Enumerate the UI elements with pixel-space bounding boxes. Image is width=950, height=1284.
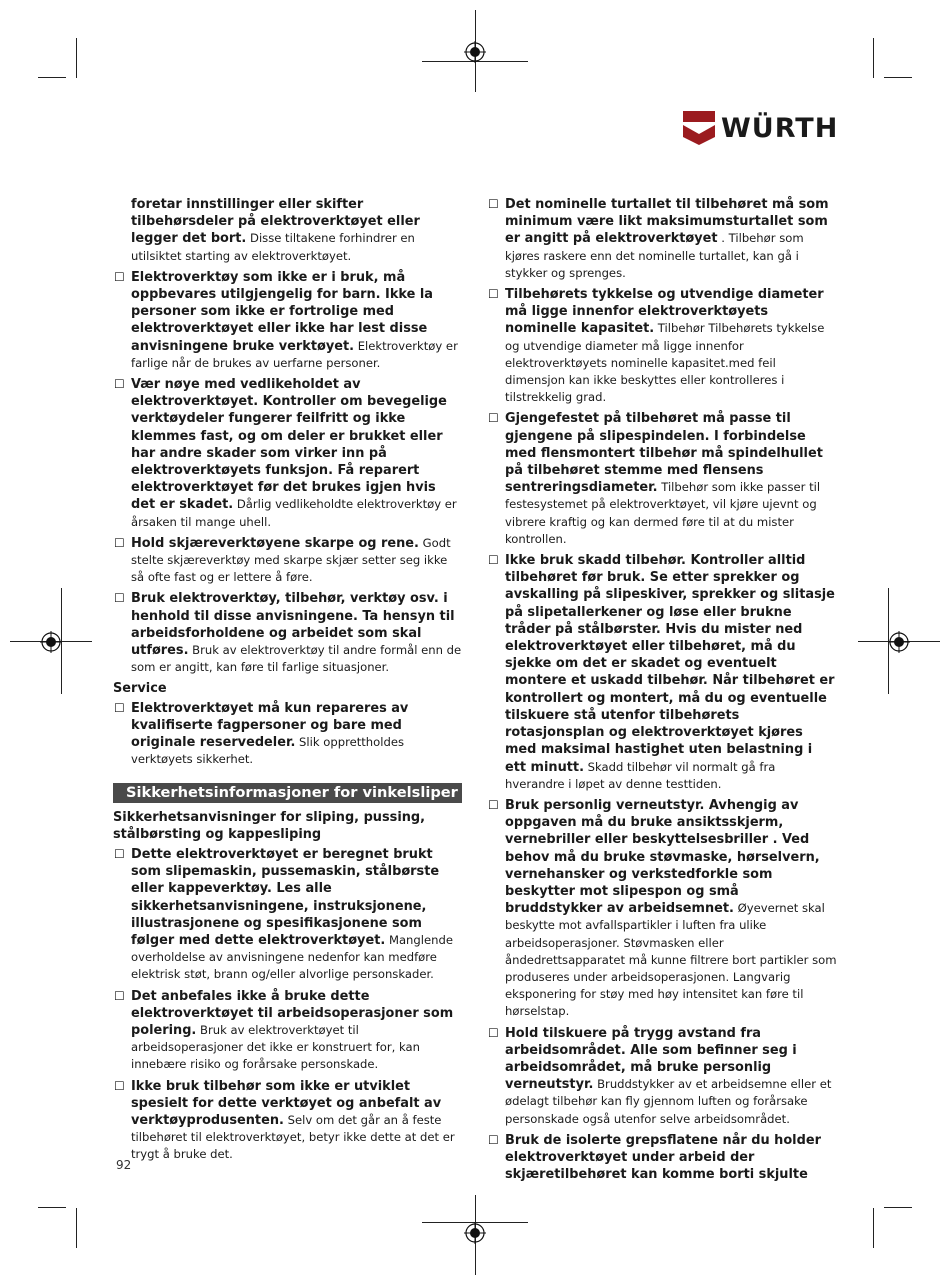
item-normal-text: Godt stelte skjæreverktøy med skarpe skjær setter seg ikke så ofte fast og er lettere å føre. <box>131 535 451 585</box>
crop-mark <box>884 1207 912 1208</box>
crosshair-target-icon <box>464 1222 486 1244</box>
item-bold-text: Bruk personlig verneutstyr. Avhengig av oppgaven må du bruke ansiktsskjerm, vernebriller eller beskyttelsesbriller . Ved behov må du bruke støvmaske, hørselvern, vernehansker og verkstedforkle som beskytter mot slipespon og små bruddstykker av arbeidsemnet. <box>505 797 820 917</box>
list-item <box>487 286 837 406</box>
section-subheading: Sikkerhetsanvisninger for sliping, pussing, stålbørsting og kappesliping <box>113 809 426 842</box>
page-number: 92 <box>116 1158 132 1172</box>
checkbox-square-icon: ☐ <box>488 797 499 812</box>
checkbox-square-icon: ☐ <box>114 846 125 861</box>
list-item <box>487 410 837 548</box>
checkbox-square-icon: ☐ <box>114 700 125 715</box>
service-heading: Service <box>113 681 167 697</box>
list-item <box>487 196 837 282</box>
checkbox-square-icon: ☐ <box>488 197 499 211</box>
item-bold-text: Hold tilskuere på trygg avstand fra arbeidsområdet. Alle som befinner seg i arbeidsområdet, må bruke personlig verneutstyr. <box>505 1025 797 1093</box>
item-bold-text: Tilbehørets tykkelse og utvendige diameter må ligge innenfor elektroverktøyets nominelle kapasitet. <box>505 287 824 337</box>
crop-mark <box>38 1207 66 1208</box>
crosshair-target-icon <box>464 41 486 63</box>
checkbox-square-icon: ☐ <box>114 988 125 1003</box>
crop-mark <box>76 1208 77 1248</box>
checkbox-square-icon: ☐ <box>114 1078 125 1093</box>
crosshair-target-icon <box>888 631 910 653</box>
item-normal-text: Selv om det går an å feste tilbehøret til elektroverktøyet, betyr ikke dette at det er trygt å bruke det. <box>131 1112 455 1162</box>
list-item <box>113 846 463 984</box>
left-column <box>113 196 463 1168</box>
brand-logo <box>683 111 843 147</box>
crop-mark <box>873 1208 874 1248</box>
list-item <box>113 988 463 1074</box>
item-normal-text: Bruk av elektroverktøyet til arbeidsoperasjoner det ikke er konstruert for, kan innebære risiko og forårsake personskade. <box>131 1022 420 1072</box>
item-normal-text: Bruk av elektroverktøy til andre formål enn de som er angitt, kan føre til farlige situasjoner. <box>131 643 462 675</box>
wurth-logo-icon <box>683 111 715 145</box>
item-normal-text: Øyevernet skal beskytte mot avfallspartikler i luften fra ulike arbeidsoperasjoner. Støvmasken eller åndedrettsapparatet må kunne filtrere bort partikler som produseres under arbeidsoperasjonen. Langvarig eksponering for støy med høy intensitet kan føre til hørselstap. <box>505 901 837 1019</box>
checkbox-square-icon: ☐ <box>114 269 125 284</box>
brand-name: WÜRTH <box>721 113 839 144</box>
crop-mark <box>873 38 874 78</box>
crop-mark <box>76 38 77 78</box>
checkbox-square-icon: ☐ <box>488 1025 499 1040</box>
item-normal-text: Disse tiltakene forhindrer en utilsiktet starting av elektroverktøyet. <box>131 231 415 263</box>
list-item <box>113 1078 463 1164</box>
item-normal-text: Manglende overholdelse av anvisningene nedenfor kan medføre elektrisk støt, brann og/eller alvorlige personskader. <box>131 932 453 982</box>
item-bold-text: Bruk de isolerte grepsflatene når du holder elektroverktøyet under arbeid der skjæretilbehøret kan komme borti skjulte <box>505 1132 821 1183</box>
item-bold-text: Ikke bruk tilbehør som ikke er utviklet spesielt for dette verktøyet og anbefalt av verktøyprodusenten. <box>131 1078 442 1128</box>
list-item <box>487 1132 837 1184</box>
list-item <box>113 196 463 265</box>
item-normal-text: Tilbehør som ikke passer til festesystemet på elektroverktøyet, vil kjøre ujevnt og vibrere kraftig og kan dermed føre til at du mister kontrollen. <box>505 480 821 546</box>
list-item <box>487 1025 837 1128</box>
right-column <box>487 196 837 1187</box>
item-normal-text: . Tilbehør som kjøres raskere enn det nominelle turtallet, kan gå i stykker og sprenges. <box>505 231 804 280</box>
crop-mark <box>884 77 912 78</box>
item-bold-text: Det anbefales ikke å bruke dette elektroverktøyet til arbeidsoperasjoner som polering. <box>131 988 454 1038</box>
list-item <box>113 590 463 676</box>
list-item <box>487 797 837 1021</box>
list-item <box>113 535 463 587</box>
checkbox-square-icon: ☐ <box>114 377 125 392</box>
item-normal-text: Bruddstykker av et arbeidsemne eller et ødelagt tilbehør kan fly gjennom luften og forårsake personskade også utenfor selve arbeidsområdet. <box>505 1077 832 1126</box>
list-item <box>113 269 463 372</box>
item-bold-text: Hold skjæreverktøyene skarpe og rene. <box>131 535 419 551</box>
crop-mark <box>38 77 66 78</box>
item-normal-text: Dårlig vedlikeholdte elektroverktøy er årsaken til mange uhell. <box>131 497 457 529</box>
checkbox-square-icon: ☐ <box>488 287 499 302</box>
item-bold-text: foretar innstillinger eller skifter tilbehørsdeler på elektroverktøyet eller legger det bort. <box>131 197 420 247</box>
list-item <box>113 700 463 769</box>
item-bold-text: Bruk elektroverktøy, tilbehør, verktøy osv. i henhold til disse anvisningene. Ta hensyn til arbeidsforholdene og arbeidet som skal utføres. <box>131 591 455 659</box>
section-title: Sikkerhetsinformasjoner for vinkelsliper <box>113 783 462 803</box>
checkbox-square-icon: ☐ <box>488 411 499 426</box>
item-bold-text: Ikke bruk skadd tilbehør. Kontroller alltid tilbehøret før bruk. Se etter sprekker og avskalling på slipeskiver, sprekker og slitasje på slipetallerkener og løse eller brukne tråder på stålbørster. Hvis du mister ned elektroverktøyet eller tilbehøret, må du sjekke om det er skadet og eventuelt montere et uskadd tilbehør. Når tilbehøret er kontrollert og montert, må du og eventuelle tilskuere stå utenfor tilbehørets rotasjonsplan og elektroverktøyet kjøres med maksimal hastighet uten belastning i ett minutt. <box>505 553 835 775</box>
item-normal-text: Tilbehør Tilbehørets tykkelse og utvendige diameter må ligge innenfor elektroverktøyets nominelle kapasitet.med feil dimensjon kan ikke beskyttes eller kontrolleres i tilstrekkelig grad. <box>505 321 825 405</box>
checkbox-square-icon: ☐ <box>114 535 125 550</box>
item-bold-text: Elektroverktøyet må kun repareres av kvalifiserte fagpersoner og bare med originale reservedeler. <box>131 700 409 751</box>
item-normal-text: Slik opprettholdes verktøyets sikkerhet. <box>131 735 405 767</box>
checkbox-square-icon: ☐ <box>488 553 499 568</box>
checkbox-square-icon: ☐ <box>488 1132 499 1147</box>
checkbox-square-icon: ☐ <box>114 591 125 606</box>
item-bold-text: Dette elektroverktøyet er beregnet brukt som slipemaskin, pussemaskin, stålbørste eller kappeverktøy. Les alle sikkerhetsanvisningene, instruksjonene, illustrasjonene og spesifikasjonene som følger med dette elektroverktøyet. <box>131 846 440 948</box>
item-normal-text: Elektroverktøy er farlige når de brukes av uerfarne personer. <box>131 338 458 370</box>
item-normal-text: Skadd tilbehør vil normalt gå fra hverandre i løpet av denne testtiden. <box>505 759 776 791</box>
crosshair-target-icon <box>40 631 62 653</box>
item-bold-text: Gjengefestet på tilbehøret må passe til gjengene på slipespindelen. I forbindelse med flensmontert tilbehør må spindelhullet på tilbehøret stemme med flensens sentreringsdiameter. <box>505 411 823 496</box>
item-bold-text: Det nominelle turtallet til tilbehøret må som minimum være likt maksimumsturtallet som er angitt på elektroverktøyet <box>505 197 829 247</box>
item-bold-text: Vær nøye med vedlikeholdet av elektroverktøyet. Kontroller om bevegelige verktøydeler fungerer feilfritt og ikke klemmes fast, og om deler er brukket eller har andre skader som virker inn på elektroverktøyets funksjon. Få reparert elektroverktøyet før det brukes igjen hvis det er skadet. <box>131 377 447 513</box>
list-item <box>113 376 463 531</box>
list-item <box>487 552 837 793</box>
item-bold-text: Elektroverktøy som ikke er i bruk, må oppbevares utilgjengelig for barn. Ikke la personer som ikke er fortrolige med elektroverktøyet eller ikke har lest disse anvisningene bruke verktøyet. <box>131 269 434 354</box>
